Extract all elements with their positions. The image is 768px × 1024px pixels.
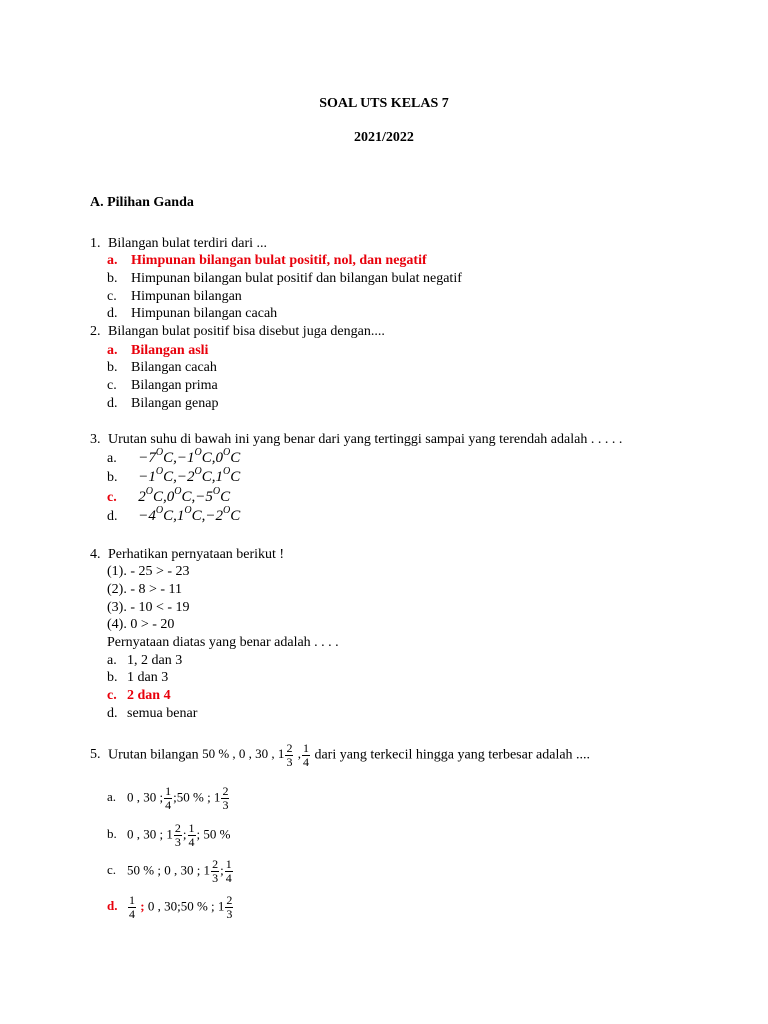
q2-option-c (107, 377, 218, 394)
question-1 (90, 235, 267, 252)
option-part: ; (140, 898, 145, 914)
option-letter: d. (107, 706, 118, 721)
question-number: 1. (90, 236, 101, 251)
fraction (302, 742, 310, 769)
question-number: 4. (90, 547, 101, 562)
fraction (221, 785, 229, 812)
temp-value: ,0 (163, 489, 175, 505)
q1-option-b (107, 270, 462, 287)
option-text: Bilangan prima (131, 378, 218, 393)
temp-value: −7 (138, 450, 156, 466)
exam-title: SOAL UTS KELAS 7 (319, 96, 449, 111)
denominator: 3 (226, 907, 233, 921)
temp-value: ,0 (211, 450, 223, 466)
numerator: 2 (226, 893, 233, 907)
option-part: ; (220, 862, 224, 878)
q5-option-b (107, 822, 230, 849)
numerator: 2 (286, 741, 293, 755)
option-letter: c. (107, 862, 117, 878)
degree-mark: O (155, 447, 164, 458)
q5-option-c (107, 858, 234, 885)
option-letter: d. (107, 898, 118, 914)
unit: C (181, 489, 192, 505)
temp-value: ,−2 (201, 508, 223, 524)
question-text-start: Urutan bilangan (108, 747, 199, 763)
degree-mark: O (145, 486, 153, 497)
temperature-list (135, 466, 241, 485)
exam-year: 2021/2022 (354, 130, 414, 145)
sequence-part: , (294, 746, 301, 762)
denominator: 4 (129, 907, 135, 921)
option-letter: d. (107, 509, 118, 524)
temperature-list (135, 505, 241, 524)
temp-value: 2 (138, 489, 146, 505)
temp-value: ,1 (211, 469, 223, 485)
option-part: 50 % ; 1 (180, 898, 225, 914)
statement: (4). 0 > - 20 (107, 617, 175, 632)
unit: C (230, 469, 241, 485)
option-letter: d. (107, 306, 118, 321)
fraction (225, 858, 233, 885)
option-text: Himpunan bilangan (131, 289, 242, 304)
denominator: 4 (225, 871, 232, 885)
numerator: 1 (225, 857, 232, 871)
option-letter: d. (107, 396, 118, 411)
option-part: 0 , 30; (147, 898, 181, 914)
option-letter: a. (107, 343, 118, 358)
unit: C (220, 489, 231, 505)
degree-mark: O (223, 447, 231, 458)
question-text: Perhatikan pernyataan berikut ! (108, 547, 285, 562)
option-letter: c. (107, 688, 117, 703)
q4-option-b (107, 669, 168, 686)
unit: C (201, 469, 212, 485)
temp-value: ,−1 (173, 450, 195, 466)
temp-value: −4 (138, 508, 156, 524)
question-5 (90, 742, 590, 769)
option-text: 2 dan 4 (127, 688, 171, 703)
question-number: 3. (90, 432, 101, 447)
temp-value: ,−5 (191, 489, 213, 505)
unit: C (201, 450, 212, 466)
numerator: 1 (165, 784, 172, 798)
option-part: 0 , 30 ; (127, 789, 164, 805)
question-prompt: Pernyataan diatas yang benar adalah . . . . (107, 635, 339, 650)
option-letter: a. (107, 653, 117, 668)
option-text: Bilangan asli (131, 343, 209, 358)
q1-option-d (107, 305, 277, 322)
section-heading: A. Pilihan Ganda (90, 195, 194, 210)
question-text: Urutan suhu di bawah ini yang benar dari yang tertinggi sampai yang terendah adalah . . . . . (108, 432, 623, 447)
option-letter: b. (107, 271, 118, 286)
degree-mark: O (212, 486, 221, 497)
option-letter: a. (107, 789, 117, 805)
option-part: 0 , 30 ; 1 (127, 826, 173, 842)
option-letter: c. (107, 378, 117, 393)
option-text: Bilangan cacah (131, 360, 217, 375)
degree-mark: O (155, 505, 164, 516)
number-sequence (202, 741, 311, 769)
option-text: Bilangan genap (131, 396, 219, 411)
option-text: semua benar (127, 706, 198, 721)
numerator: 2 (212, 857, 219, 871)
option-letter: a. (107, 451, 117, 466)
unit: C (163, 450, 174, 466)
option-part: ;50 % ; 1 (173, 789, 221, 805)
option-letter: b. (107, 360, 118, 375)
denominator: 4 (165, 798, 172, 812)
option-letter: c. (107, 490, 117, 505)
degree-mark: O (194, 466, 202, 477)
fraction (188, 822, 196, 849)
option-text: Himpunan bilangan bulat positif, nol, dan negatif (131, 253, 427, 268)
option-letter: b. (107, 826, 117, 842)
statement: (1). - 25 > - 23 (107, 564, 190, 579)
fraction (225, 894, 233, 921)
degree-mark: O (184, 505, 192, 516)
fraction (164, 785, 172, 812)
degree-mark: O (155, 466, 164, 477)
fraction (128, 894, 136, 921)
option-part: 50 % ; 0 , 30 ; 1 (127, 862, 211, 878)
numerator: 2 (222, 784, 229, 798)
question-text-end: dari yang terkecil hingga yang terbesar adalah .... (314, 747, 591, 763)
unit: C (191, 508, 202, 524)
sequence-part: 50 % , 0 , 30 , 1 (202, 746, 285, 762)
option-part: ; (182, 826, 187, 842)
denominator: 3 (174, 835, 181, 849)
q2-option-b (107, 359, 217, 376)
option-text: 1, 2 dan 3 (127, 653, 183, 668)
statement: (2). - 8 > - 11 (107, 582, 183, 597)
temperature-list (135, 486, 231, 505)
degree-mark: O (223, 466, 231, 477)
unit: C (152, 489, 163, 505)
q4-option-c (107, 687, 171, 704)
denominator: 4 (302, 755, 309, 769)
numerator: 2 (174, 821, 181, 835)
q3-option-a (107, 447, 241, 467)
option-text: Himpunan bilangan cacah (131, 306, 278, 321)
question-text: Bilangan bulat terdiri dari ... (108, 236, 268, 251)
q2-option-a (107, 342, 208, 359)
degree-mark: O (223, 505, 231, 516)
option-letter: c. (107, 289, 117, 304)
option-letter: b. (107, 470, 118, 485)
temp-value: ,1 (173, 508, 185, 524)
temp-value: ,−2 (173, 469, 195, 485)
fraction (285, 742, 293, 769)
statement: (3). - 10 < - 19 (107, 600, 190, 615)
option-part: ; 50 % (196, 826, 231, 842)
question-number: 2. (90, 324, 101, 339)
unit: C (163, 469, 174, 485)
q4-option-a (107, 652, 182, 669)
question-2 (90, 323, 385, 340)
denominator: 3 (212, 871, 219, 885)
denominator: 4 (188, 835, 195, 849)
numerator: 1 (302, 741, 309, 755)
option-text: 1 dan 3 (127, 670, 169, 685)
question-number: 5. (90, 747, 101, 763)
q1-option-c (107, 288, 242, 305)
q5-option-a (107, 785, 230, 812)
degree-mark: O (194, 447, 202, 458)
option-letter: b. (107, 670, 118, 685)
option-text: Himpunan bilangan bulat positif dan bilangan bulat negatif (131, 271, 462, 286)
q3-option-d (107, 505, 241, 525)
fraction (174, 822, 182, 849)
unit: C (163, 508, 174, 524)
question-3 (90, 431, 622, 448)
numerator: 1 (129, 893, 135, 907)
temp-value: −1 (138, 469, 156, 485)
option-letter: a. (107, 253, 118, 268)
fraction (211, 858, 219, 885)
temperature-list (135, 447, 241, 466)
q5-option-d (107, 894, 234, 921)
question-4 (90, 546, 284, 563)
q3-option-b (107, 466, 241, 486)
degree-mark: O (174, 486, 182, 497)
q1-option-a (107, 252, 427, 269)
q4-option-d (107, 705, 197, 722)
denominator: 3 (222, 798, 229, 812)
question-text: Bilangan bulat positif bisa disebut juga dengan.... (108, 324, 385, 339)
numerator: 1 (188, 821, 195, 835)
q2-option-d (107, 395, 218, 412)
denominator: 3 (286, 755, 293, 769)
unit: C (230, 508, 241, 524)
q3-option-c (107, 486, 231, 506)
unit: C (230, 450, 241, 466)
